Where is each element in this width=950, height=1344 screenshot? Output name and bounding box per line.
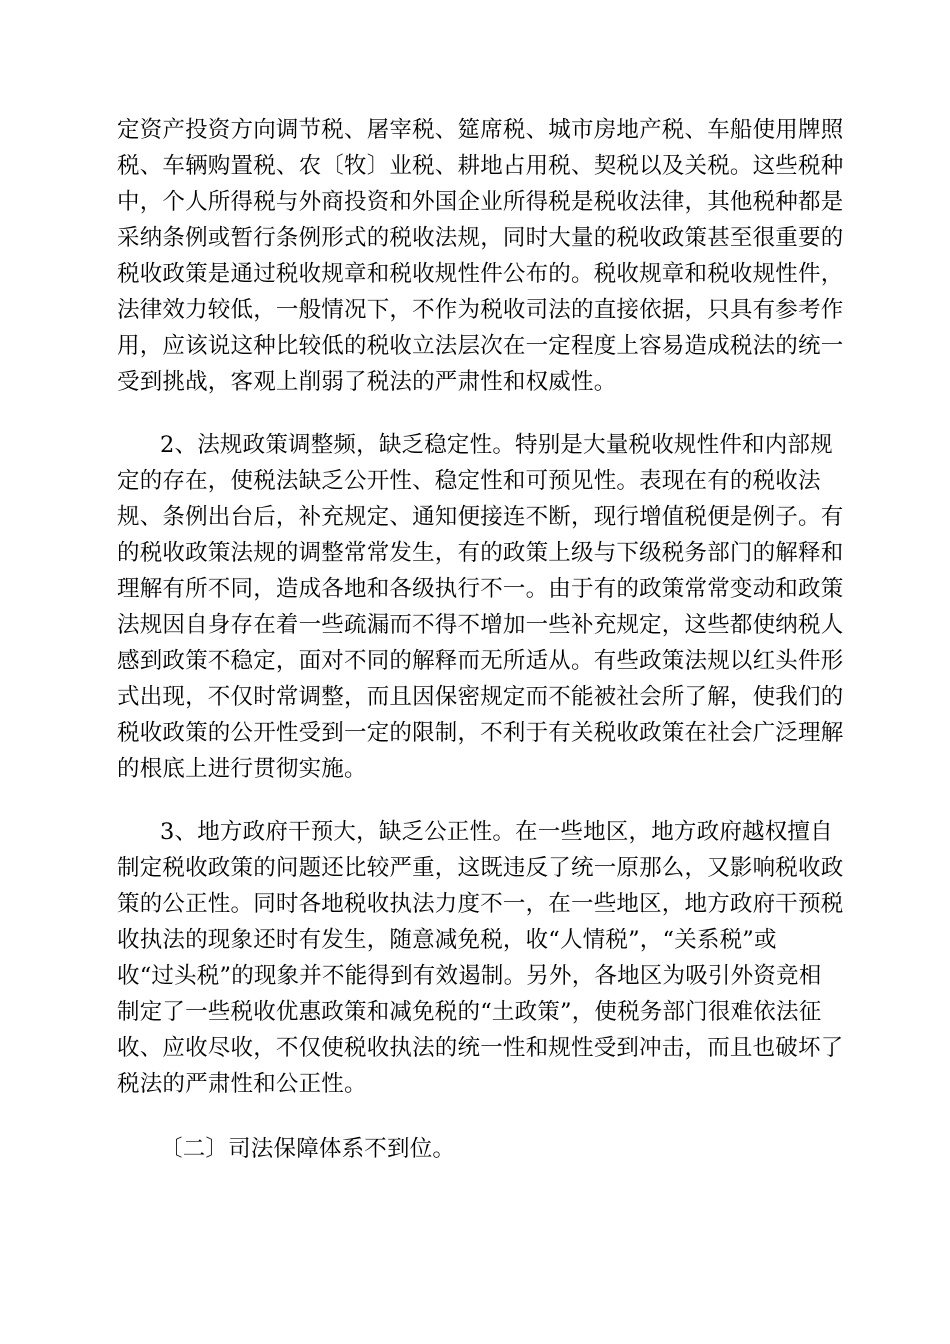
paragraph-1-line-5: 税收政策是通过税收规章和税收规性件公布的。税收规章和税收规性件， <box>117 261 844 287</box>
paragraph-3-line-8: 税法的严肃性和公正性。 <box>117 1071 367 1097</box>
paragraph-1-line-7: 用，应该说这种比较低的税收立法层次在一定程度上容易造成税法的统一 <box>117 333 844 359</box>
paragraph-2-line-6: 法规因自身存在着一些疏漏而不得不增加一些补充规定，这些都使纳税人 <box>117 612 844 638</box>
paragraph-1-line-3: 中，个人所得税与外商投资和外国企业所得税是税收法律，其他税种都是 <box>117 189 844 215</box>
paragraph-3-line-6: 制定了一些税收优惠政策和减免税的“土政策”，使税务部门很难依法征 <box>117 999 822 1025</box>
paragraph-1-line-6: 法律效力较低，一般情况下，不作为税收司法的直接依据，只具有参考作 <box>117 297 844 323</box>
paragraph-2-line-4: 的税收政策法规的调整常常发生，有的政策上级与下级税务部门的解释和 <box>117 540 844 566</box>
paragraph-2-line-8: 式出现，不仅时常调整，而且因保密规定而不能被社会所了解，使我们的 <box>117 684 844 710</box>
paragraph-3-line-3: 策的公正性。同时各地税收执法力度不一，在一些地区，地方政府干预税 <box>117 891 844 917</box>
paragraph-3-line-5: 收“过头税”的现象并不能得到有效遏制。另外，各地区为吸引外资竞相 <box>117 963 822 989</box>
paragraph-1-line-4: 采纳条例或暂行条例形式的税收法规，同时大量的税收政策甚至很重要的 <box>117 225 844 251</box>
paragraph-2-line-7: 感到政策不稳定，面对不同的解释而无所适从。有些政策法规以红头件形 <box>117 648 844 674</box>
paragraph-2-line-1: 2、法规政策调整频，缺乏稳定性。特别是大量税收规性件和内部规 <box>160 432 833 458</box>
paragraph-3-line-1: 3、地方政府干预大，缺乏公正性。在一些地区，地方政府越权擅自 <box>160 819 833 845</box>
paragraph-2-line-9: 税收政策的公开性受到一定的限制，不利于有关税收政策在社会广泛理解 <box>117 720 844 746</box>
paragraph-3-line-7: 收、应收尽收，不仅使税收执法的统一性和规性受到冲击，而且也破坏了 <box>117 1035 844 1061</box>
paragraph-1-line-2: 税、车辆购置税、农〔牧〕业税、耕地占用税、契税以及关税。这些税种 <box>117 153 844 179</box>
paragraph-2-line-10: 的根底上进行贯彻实施。 <box>117 756 367 782</box>
paragraph-1-line-1: 定资产投资方向调节税、屠宰税、筵席税、城市房地产税、车船使用牌照 <box>117 117 844 143</box>
section-heading: 〔二〕司法保障体系不到位。 <box>160 1136 456 1162</box>
paragraph-1-line-8: 受到挑战，客观上削弱了税法的严肃性和权威性。 <box>117 369 617 395</box>
paragraph-3-line-4: 收执法的现象还时有发生，随意减免税，收“人情税”，“关系税”或 <box>117 927 777 953</box>
paragraph-3-line-2: 制定税收政策的问题还比较严重，这既违反了统一原那么，又影响税收政 <box>117 855 844 881</box>
paragraph-2-line-2: 定的存在，使税法缺乏公开性、稳定性和可预见性。表现在有的税收法 <box>117 468 821 494</box>
paragraph-2-line-5: 理解有所不同，造成各地和各级执行不一。由于有的政策常常变动和政策 <box>117 576 844 602</box>
paragraph-2-line-3: 规、条例出台后，补充规定、通知便接连不断，现行增值税便是例子。有 <box>117 504 844 530</box>
